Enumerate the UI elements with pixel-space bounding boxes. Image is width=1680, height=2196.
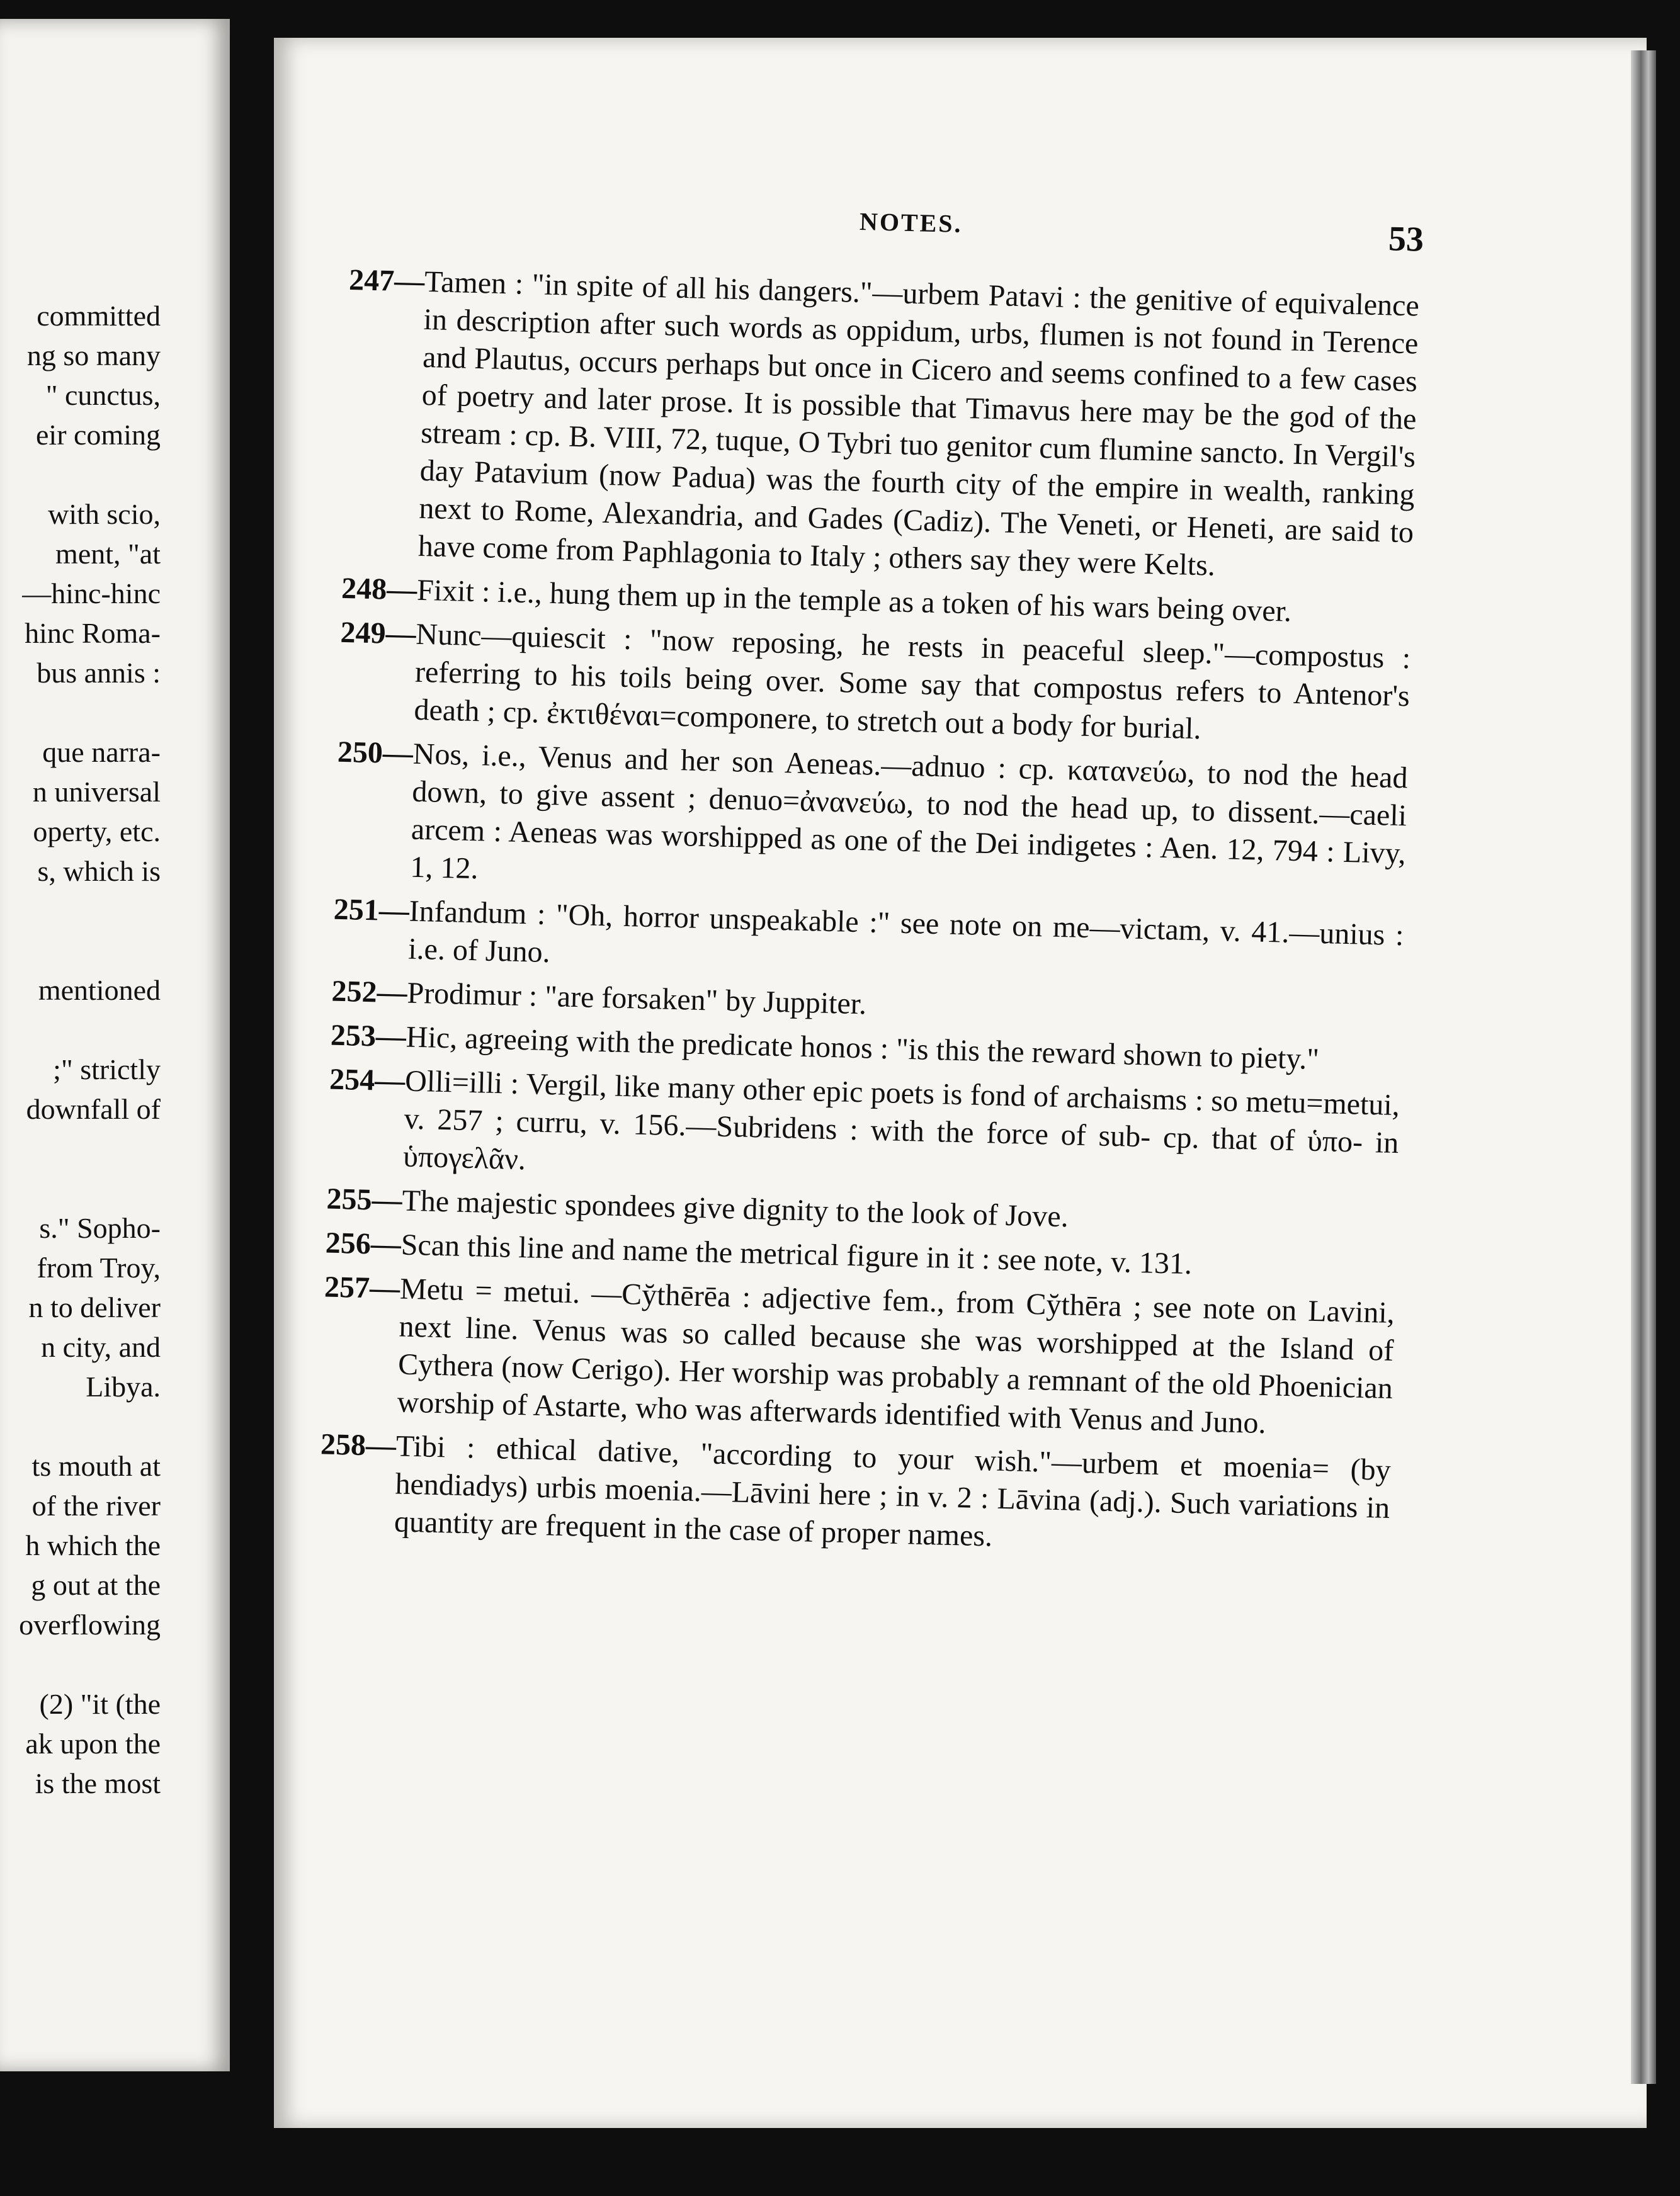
left-page (0, 19, 230, 2071)
left-page-fragment: operty, etc. (33, 815, 161, 847)
note-number: 252— (331, 974, 408, 1010)
left-page-fragment: n to deliver (28, 1291, 161, 1323)
note-text: Prodimur : "are forsaken" by Juppiter. (406, 976, 867, 1021)
left-page-fragment: overflowing (19, 1609, 161, 1641)
note-entry (338, 614, 1411, 753)
left-page-fragment (0, 1169, 161, 1208)
left-page-fragment: n universal (32, 776, 161, 808)
left-page-fragment: —hinc-hinc (22, 577, 161, 609)
note-text: The majestic spondees give dignity to the look of Jove. (401, 1184, 1069, 1234)
note-text: Infandum : "Oh, horror unspeakable :" see note on me—victam, v. 41.—unius : i.e. of Juno. (407, 894, 1404, 970)
left-page-fragment: g out at the (31, 1569, 161, 1601)
left-page-fragment: eir coming (36, 419, 161, 451)
left-page-fragment (0, 1129, 161, 1169)
left-page-fragment: bus annis : (37, 657, 161, 689)
running-head: NOTES. (859, 207, 963, 238)
note-number: 251— (333, 892, 410, 928)
note-entry (342, 261, 1419, 589)
left-page-fragment: is the most (35, 1767, 161, 1799)
left-page-fragment (0, 891, 161, 931)
note-number: 247— (348, 263, 425, 298)
left-page-fragment: s, which is (37, 855, 161, 887)
note-number: 256— (325, 1226, 402, 1262)
left-page-fragment: n city, and (41, 1331, 161, 1363)
left-page-fragment: ment, "at (55, 538, 161, 570)
note-text: Hic, agreeing with the predicate honos : "is this the reward shown to piety." (406, 1020, 1320, 1076)
note-entry (321, 1269, 1395, 1446)
left-page-fragment: (2) "it (the (39, 1688, 161, 1720)
left-page-fragment: ;" strictly (53, 1053, 161, 1085)
left-page-fragment (0, 1010, 161, 1050)
note-number: 255— (326, 1182, 403, 1218)
left-page-fragment: hinc Roma- (25, 617, 161, 649)
left-page-fragment: mentioned (38, 974, 161, 1006)
left-page-fragment (0, 693, 161, 732)
note-number: 248— (341, 571, 417, 607)
note-text: Metu = metui. —Cy̆thērēa : adjective fem., from Cy̆thēra ; see note on Lavini, next line. Venus was so called because she was worshipped at the Island of Cythera (now Cerigo). Her worship was probably a remnant of the old Phoenician worship of Astarte, who was afterwards identified with Venus and Juno. (397, 1272, 1395, 1440)
left-page-fragment (0, 455, 161, 494)
left-page-fragment: h which the (25, 1529, 161, 1561)
left-page-fragment (0, 1644, 161, 1684)
note-number: 249— (339, 615, 417, 651)
right-page (274, 38, 1647, 2128)
left-page-fragment: " cunctus, (45, 379, 161, 411)
left-page-fragment: committed (37, 300, 161, 332)
note-text: Tamen : "in spite of all his dangers."—urbem Patavi : the genitive of equivalence in description after such words as oppidum, urbs, flumen is not found in Terence and Plautus, occurs perhaps but once in Cicero and seems confined to a few cases of poetry and later prose. It is possible that Timavus here may be the god of the stream : cp. B. VIII, 72, tuque, O Tybri tuo genitor cum flumine sancto. In Vergil's day Patavium (now Padua) was the fourth city of the empire in wealth, ranking next to Rome, Alexandria, and Gades (Cadiz). The Veneti, or Heneti, are said to have come from Paphlagonia to Italy ; others say they were Kelts. (417, 264, 1420, 582)
note-entry (334, 733, 1408, 910)
left-page-fragment: Libya. (86, 1371, 161, 1403)
left-page-fragment (0, 1406, 161, 1446)
note-entry (327, 1061, 1400, 1200)
note-text: Olli=illi : Vergil, like many other epic poets is fond of archaisms : so metu=metui, v. 257 ; curru, v. 156.—Subridens : with the force of sub- cp. that of ὑπο- in ὑπογελᾶν. (402, 1064, 1400, 1177)
left-page-fragment: ts mouth at (31, 1450, 161, 1482)
page-edge (1631, 50, 1656, 2084)
note-entry (318, 1425, 1391, 1565)
left-page-fragment: ak upon the (25, 1728, 161, 1760)
note-number: 254— (329, 1062, 406, 1098)
left-page-fragment: downfall of (26, 1093, 161, 1125)
left-page-fragment: que narra- (42, 736, 161, 768)
notes-list (318, 261, 1419, 1571)
left-page-fragment: of the river (31, 1490, 161, 1522)
left-page-fragment (0, 931, 161, 970)
note-number: 253— (330, 1018, 407, 1054)
note-number: 257— (324, 1270, 400, 1306)
left-page-fragment: from Troy, (37, 1252, 161, 1284)
left-page-fragment: s." Sopho- (39, 1212, 161, 1244)
note-text: Nos, i.e., Venus and her son Aeneas.—adnuo : cp. κατανεύω, to nod the head down, to give assent ; denuo=ἀνανεύω, to nod the head up, to dissent.—caeli arcem : Aeneas was worshipped as one of the Dei indigetes : Aen. 12, 794 : Livy, 1, 12. (409, 737, 1409, 886)
note-number: 258— (320, 1427, 397, 1463)
note-number: 250— (337, 735, 414, 771)
left-page-text (0, 296, 161, 1803)
left-page-fragment: ng so many (26, 339, 161, 371)
page-number: 53 (1388, 219, 1424, 259)
left-page-fragment: with scio, (48, 498, 161, 530)
note-text: Tibi : ethical dative, "according to your wish."—urbem et moenia= (by hendiadys) urbis moenia.—Lāvini here ; in v. 2 : Lāvina (adj.). Such variations in quantity are frequent in the case of proper names. (394, 1429, 1392, 1553)
note-text: Scan this line and name the metrical figure in it : see note, v. 131. (400, 1228, 1193, 1281)
note-text: Fixit : i.e., hung them up in the temple as a token of his wars being over. (416, 573, 1292, 628)
note-text: Nunc—quiescit : "now reposing, he rests in peaceful sleep."—compostus : referring to his toils being over. Some say that compostus refers to Antenor's death ; cp. ἐκτιθέναι=componere, to stretch out a body for burial. (413, 617, 1411, 746)
